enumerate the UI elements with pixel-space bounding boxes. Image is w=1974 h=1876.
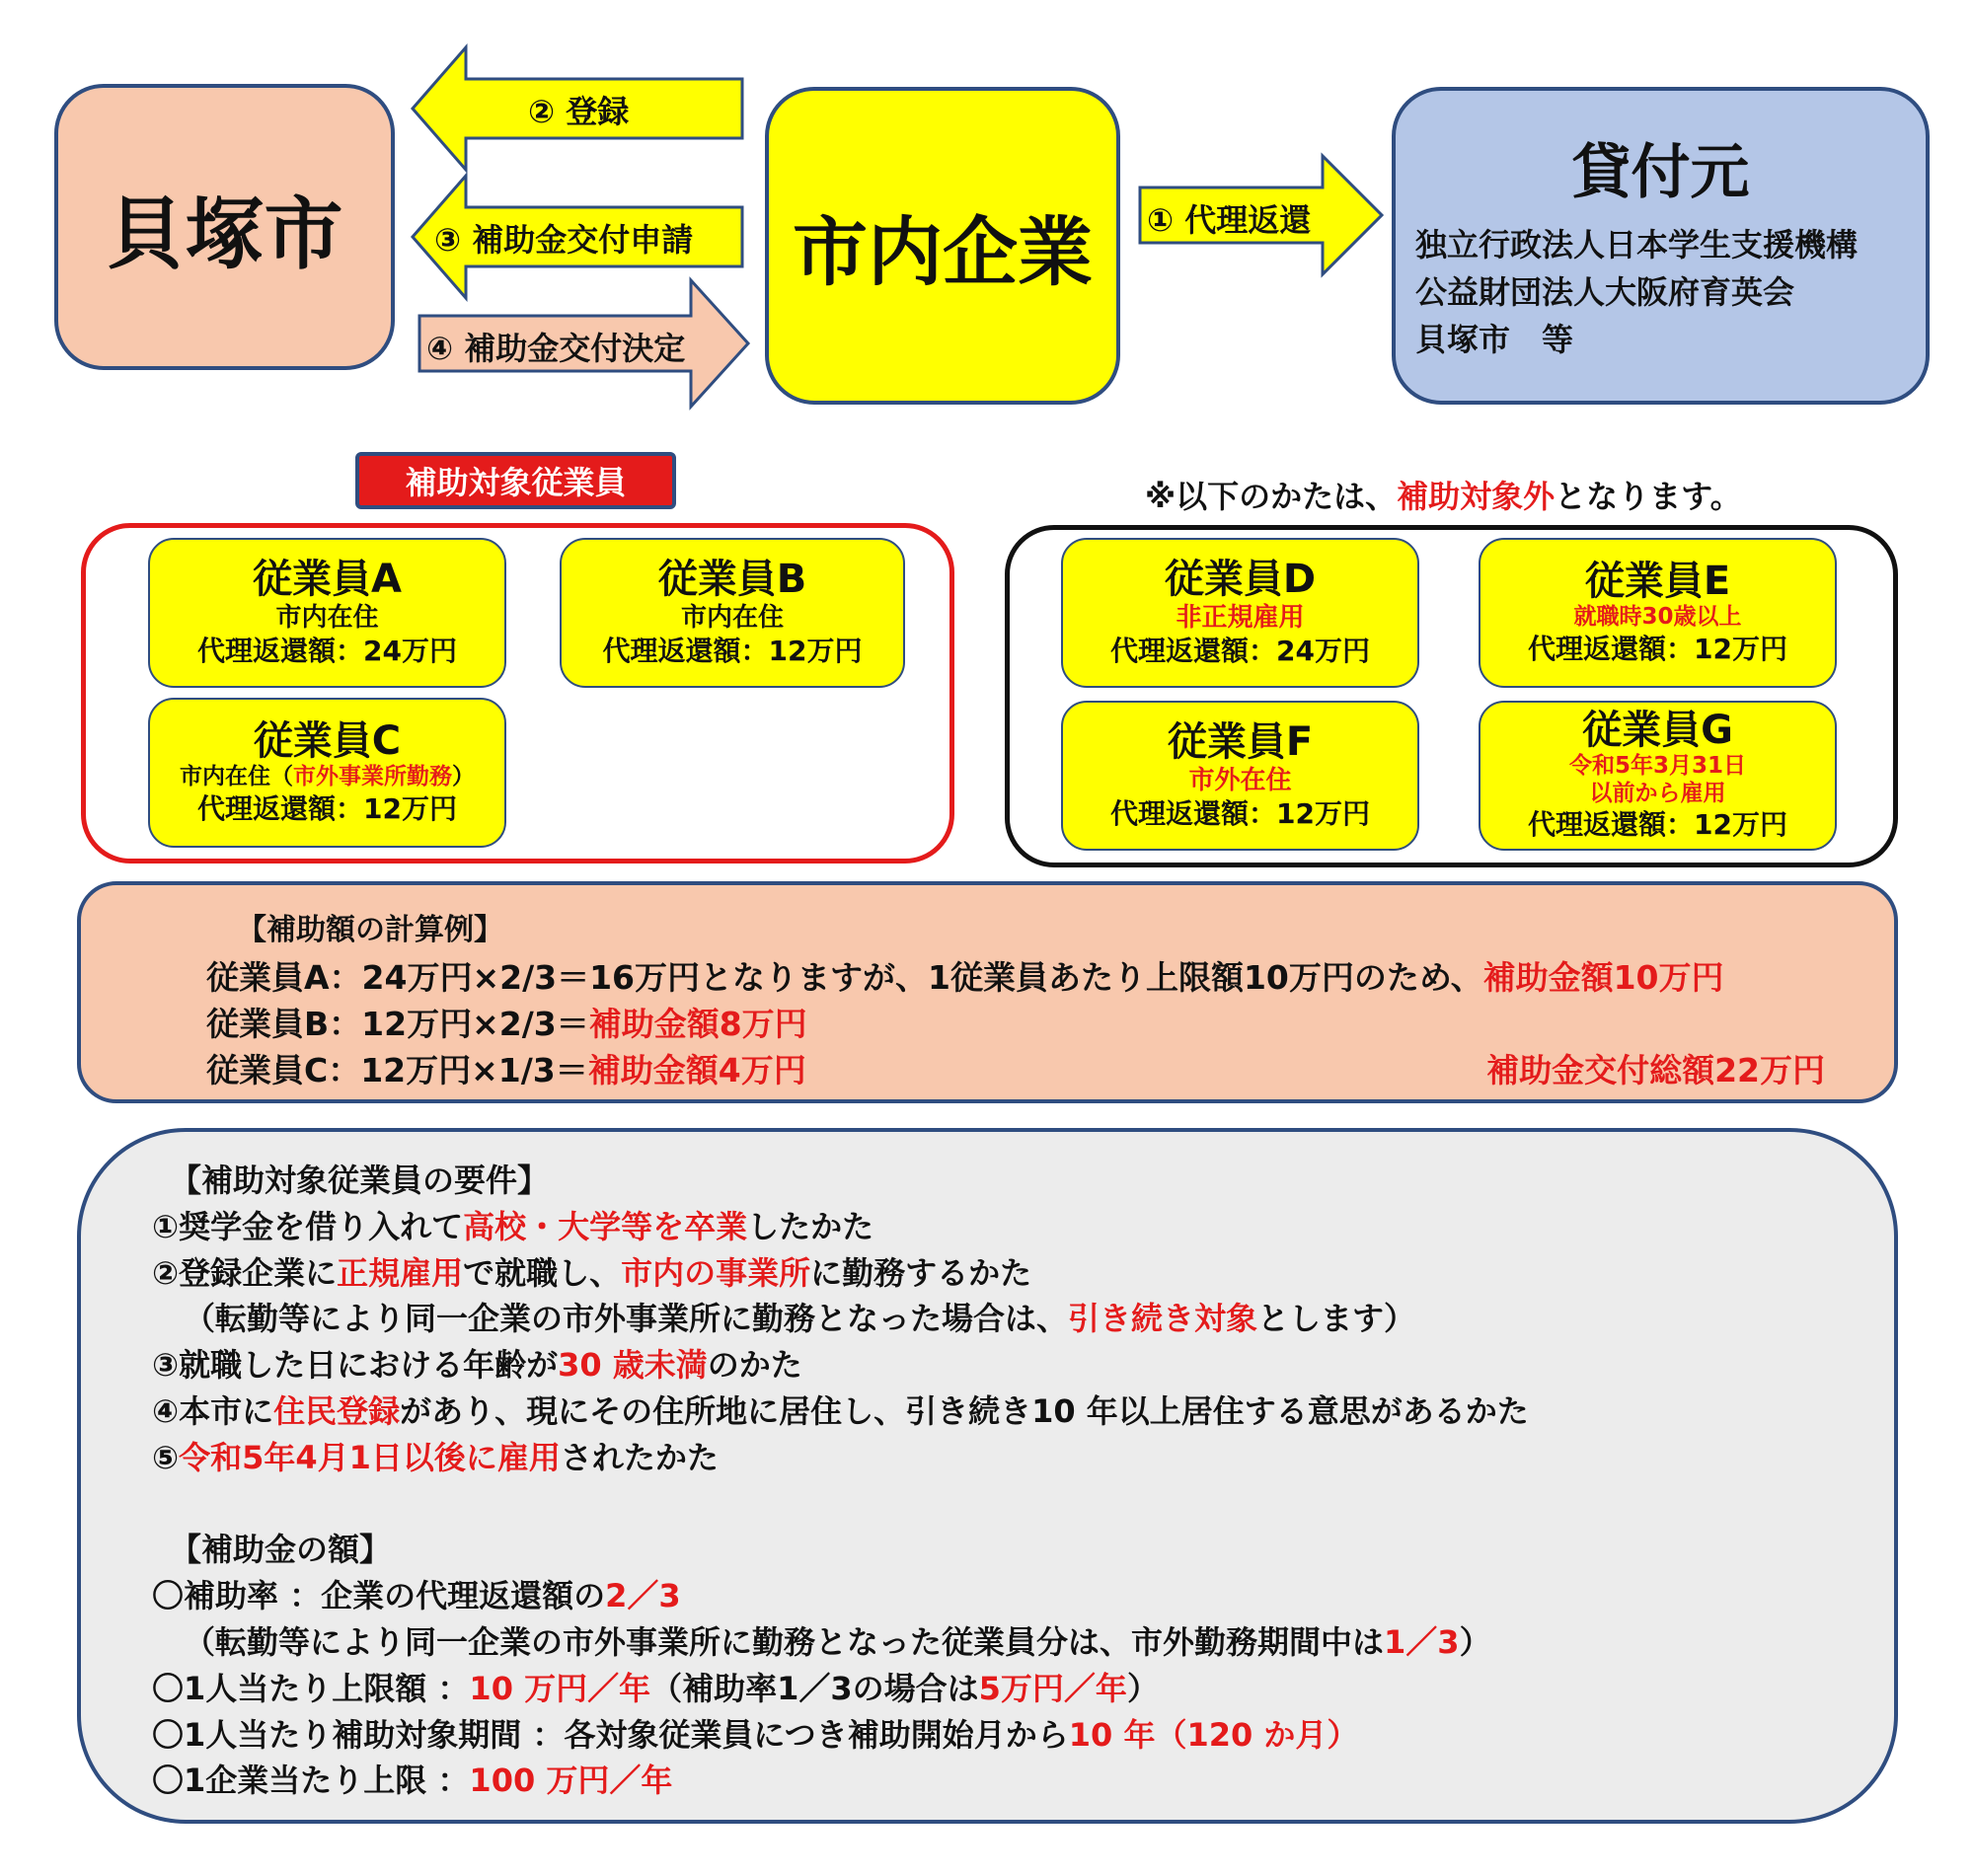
employee-d-amount: 代理返還額：24万円 [1110,635,1370,668]
requirement-2: ②登録企業に正規雇用で就職し、市内の事業所に勤務するかた [152,1253,1032,1292]
calc-line-c: 従業員C：12万円×1/3＝補助金額4万円 [206,1051,806,1089]
employee-e-amount: 代理返還額：12万円 [1528,632,1787,665]
employee-b-name: 従業員B [657,556,807,602]
lender-line-2: 公益財団法人大阪府育英会 [1415,273,1795,311]
employee-c-residence: 市内在住（市外事業所勤務） [180,764,475,789]
calc-panel [77,881,1898,1103]
employee-e-name: 従業員E [1584,559,1731,604]
amount-cap: 〇1人当たり上限額 ：10 万円／年（補助率1／3の場合は5万円／年） [152,1669,1159,1707]
employee-e-reason: 就職時30歳以上 [1573,604,1742,630]
lender-line-3: 貝塚市 等 [1415,321,1574,358]
employee-d-name: 従業員D [1164,556,1317,602]
employee-a-name: 従業員A [253,556,402,602]
repay-arrow-label: ① 代理返還 [1147,201,1312,239]
requirements-title: 【補助対象従業員の要件】 [170,1162,550,1199]
employee-c-name: 従業員C [253,718,402,764]
company-label: 市内企業 [793,207,1093,296]
requirement-3: ③就職した日における年齢が30 歳未満のかた [152,1346,802,1385]
requirement-1: ①奨学金を借り入れて高校・大学等を卒業したかた [152,1207,874,1245]
employee-f-amount: 代理返還額：12万円 [1110,797,1370,831]
lender-title: 貸付元 [1571,138,1750,207]
employee-e-card [1479,538,1837,688]
amount-rate: 〇補助率 ：企業の代理返還額の2／3 [152,1577,681,1615]
requirement-4: ④本市に住民登録があり、現にその住所地に居住し、引き続き10 年以上居住する意思があるかた [152,1391,1529,1430]
employee-d-card [1061,538,1419,688]
employee-a-amount: 代理返還額：24万円 [197,635,457,668]
employee-f-name: 従業員F [1167,718,1314,765]
requirement-5: ⑤令和5年4月1日以後に雇用されたかた [152,1438,719,1476]
calc-total: 補助金交付総額22万円 [1486,1051,1825,1089]
employee-g-amount: 代理返還額：12万円 [1528,808,1787,842]
register-arrow-label: ② 登録 [528,93,630,130]
amount-rate-note: （転勤等により同一企業の市外事業所に勤務となった従業員分は、市外勤務期間中は1／3） [184,1622,1491,1661]
employee-f-reason: 市外在住 [1188,765,1292,795]
employee-a-card [148,538,506,688]
employee-c-card [148,698,506,848]
employee-a-residence: 市内在住 [275,602,379,633]
calc-line-a: 従業員A：24万円×2/3＝16万円となりますが、1従業員あたり上限額10万円のため、補助金額10万円 [206,958,1724,997]
calc-line-b: 従業員B：12万円×2/3＝補助金額8万円 [206,1005,807,1043]
employee-d-reason: 非正規雇用 [1176,602,1305,633]
apply-arrow-label: ③ 補助金交付申請 [434,221,694,259]
amount-company-cap: 〇1企業当たり上限 ：100 万円／年 [152,1762,673,1800]
decision-arrow-label: ④ 補助金交付決定 [426,330,686,367]
employee-g-card [1479,701,1837,851]
employee-c-amount: 代理返還額：12万円 [197,791,457,825]
flow-arrows [0,0,1974,434]
calc-title: 【補助額の計算例】 [237,913,503,947]
city-label: 貝塚市 [106,188,343,280]
ineligible-note: ※以下のかたは、補助対象外となります。 [1145,478,1742,515]
employee-g-reason-1: 令和5年3月31日 [1568,753,1746,780]
requirements-panel [77,1128,1898,1824]
amount-period: 〇1人当たり補助対象期間 ：各対象従業員につき補助開始月から10 年（120 か月） [152,1715,1359,1754]
employee-b-residence: 市内在住 [680,602,784,633]
employee-f-card [1061,701,1419,851]
amount-title: 【補助金の額】 [170,1531,392,1569]
lender-line-1: 独立行政法人日本学生支援機構 [1415,226,1859,263]
eligible-label: 補助対象従業員 [355,452,676,509]
employee-g-reason-2: 以前から雇用 [1589,780,1726,806]
employee-b-card [560,538,905,688]
employee-g-name: 従業員G [1582,708,1733,754]
requirement-2-note: （転勤等により同一企業の市外事業所に勤務となった場合は、引き続き対象とします） [184,1300,1416,1338]
employee-b-amount: 代理返還額：12万円 [602,635,863,668]
